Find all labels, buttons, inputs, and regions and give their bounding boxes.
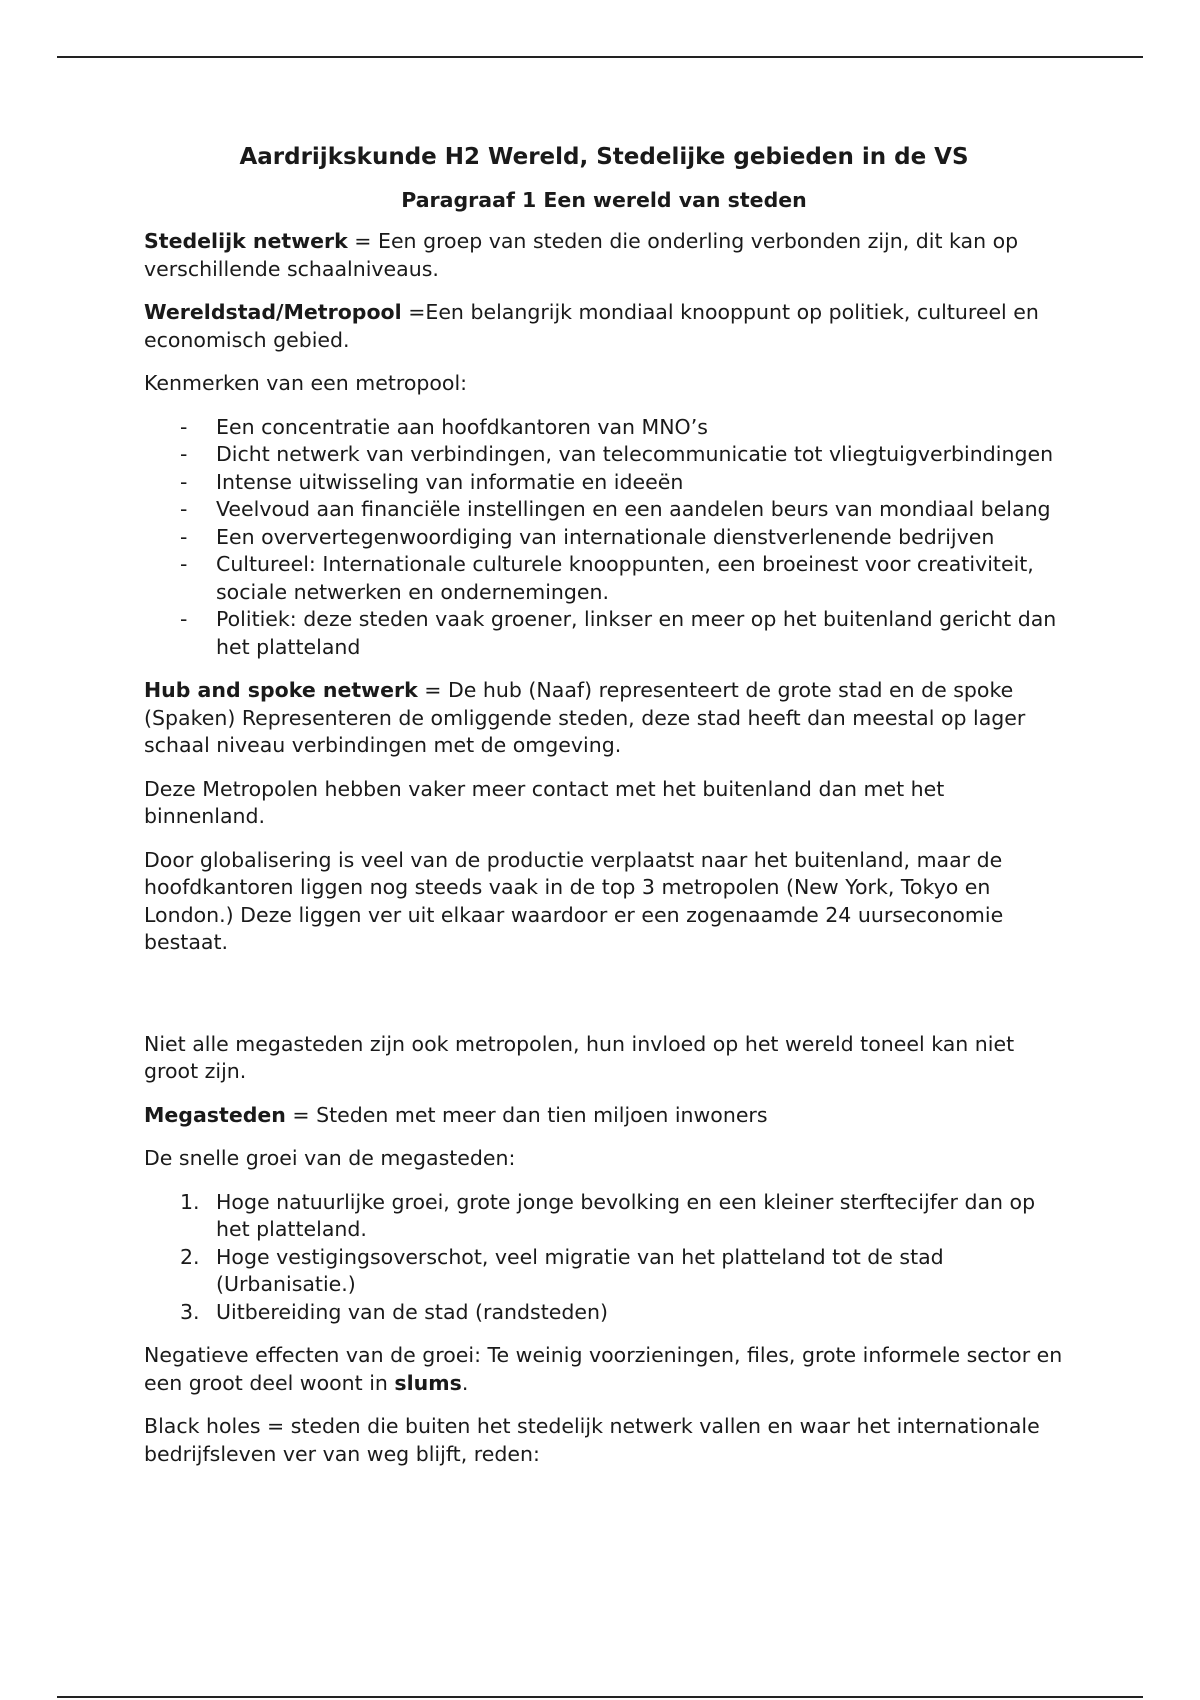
term-wereldstad: Wereldstad/Metropool bbox=[144, 300, 402, 324]
groei-intro: De snelle groei van de megasteden: bbox=[144, 1146, 516, 1170]
kenmerken-list bbox=[144, 414, 1064, 662]
term-megasteden: Megasteden bbox=[144, 1102, 286, 1127]
list-number: 2. bbox=[180, 1244, 200, 1269]
definition-text: = Een groep van steden die onderling verbonden zijn, dit kan op verschillende schaalniveaus. bbox=[144, 229, 1019, 281]
list-item bbox=[144, 1299, 1064, 1327]
list-item-text: Hoge vestigingsoverschot, veel migratie van het platteland tot de stad (Urbanisatie.) bbox=[216, 1244, 944, 1296]
effecten-end: . bbox=[461, 1370, 469, 1395]
term-slums: slums bbox=[394, 1370, 462, 1395]
paragraph-globalisering: Door globalisering is veel van de productie verplaatst naar het buitenland, maar de hoofdkantoren liggen nog steeds vaak in de top 3 metropolen (New York, Tokyo en London.) Deze liggen ver uit elkaar waardoor er een zogenaamde 24 uurseconomie bestaat. bbox=[144, 847, 1004, 954]
list-item-text: Uitbereiding van de stad (randsteden) bbox=[216, 1299, 608, 1324]
list-item: - Dicht netwerk van verbindingen, van telecommunicatie tot vliegtuigverbindingen bbox=[144, 441, 1064, 469]
list-item: - Politiek: deze steden vaak groener, linkser en meer op het buitenland gericht dan het platteland bbox=[144, 606, 1064, 661]
list-item bbox=[144, 1189, 1064, 1244]
paragraph-metropolen-contact: Deze Metropolen hebben vaker meer contact met het buitenland dan met het binnenland. bbox=[144, 776, 945, 828]
list-item bbox=[144, 1244, 1064, 1299]
section-heading: Paragraaf 1 Een wereld van steden bbox=[401, 188, 807, 212]
paragraph-megasteden-intro: Niet alle megasteden zijn ook metropolen, hun invloed op het wereld toneel kan niet groot zijn. bbox=[144, 1031, 1015, 1083]
definition-text: = Steden met meer dan tien miljoen inwoners bbox=[285, 1102, 768, 1127]
document-body bbox=[144, 142, 1064, 1484]
term-hub-spoke: Hub and spoke netwerk bbox=[144, 678, 418, 702]
blank-space bbox=[144, 973, 1064, 1031]
list-item: - Een concentratie aan hoofdkantoren van MNO’s bbox=[144, 414, 1064, 442]
page-top-rule bbox=[57, 56, 1143, 58]
page-title: Aardrijkskunde H2 Wereld, Stedelijke gebieden in de VS bbox=[239, 144, 969, 170]
list-item: - Cultureel: Internationale culturele knooppunten, een broeinest voor creativiteit, sociale netwerken en ondernemingen. bbox=[144, 551, 1064, 606]
page-bottom-rule bbox=[57, 1696, 1143, 1698]
definition-text: = De hub (Naaf) representeert de grote stad en de spoke (Spaken) Representeren de omliggende steden, deze stad heeft dan meestal op lager schaal niveau verbindingen met de omgeving. bbox=[144, 678, 1026, 757]
list-item-text: Hoge natuurlijke groei, grote jonge bevolking en een kleiner sterftecijfer dan op het platteland. bbox=[216, 1189, 1036, 1241]
list-item: - Veelvoud aan financiële instellingen en een aandelen beurs van mondiaal belang bbox=[144, 496, 1064, 524]
effecten-text: Negatieve effecten van de groei: Te weinig voorzieningen, files, grote informele sector en een groot deel woont in bbox=[144, 1343, 1063, 1395]
definition-text: =Een belangrijk mondiaal knooppunt op politiek, cultureel en economisch gebied. bbox=[144, 300, 1039, 352]
list-number: 1. bbox=[180, 1189, 200, 1214]
list-item: - Een oververtegenwoordiging van internationale dienstverlenende bedrijven bbox=[144, 524, 1064, 552]
definition-wereldstad bbox=[144, 299, 1064, 354]
list-number: 3. bbox=[180, 1299, 200, 1324]
definition-hub-spoke bbox=[144, 677, 1064, 760]
paragraph-negatieve-effecten bbox=[144, 1342, 1064, 1397]
groei-list bbox=[144, 1189, 1064, 1327]
list-item: - Intense uitwisseling van informatie en ideeën bbox=[144, 469, 1064, 497]
paragraph-black-holes: Black holes = steden die buiten het stedelijk netwerk vallen en waar het internationale bedrijfsleven ver van weg blijft, reden: bbox=[144, 1414, 1040, 1466]
kenmerken-intro: Kenmerken van een metropool: bbox=[144, 371, 468, 395]
definition-megasteden bbox=[144, 1102, 1064, 1130]
definition-stedelijk-netwerk bbox=[144, 228, 1064, 283]
term-stedelijk-netwerk: Stedelijk netwerk bbox=[144, 229, 348, 253]
